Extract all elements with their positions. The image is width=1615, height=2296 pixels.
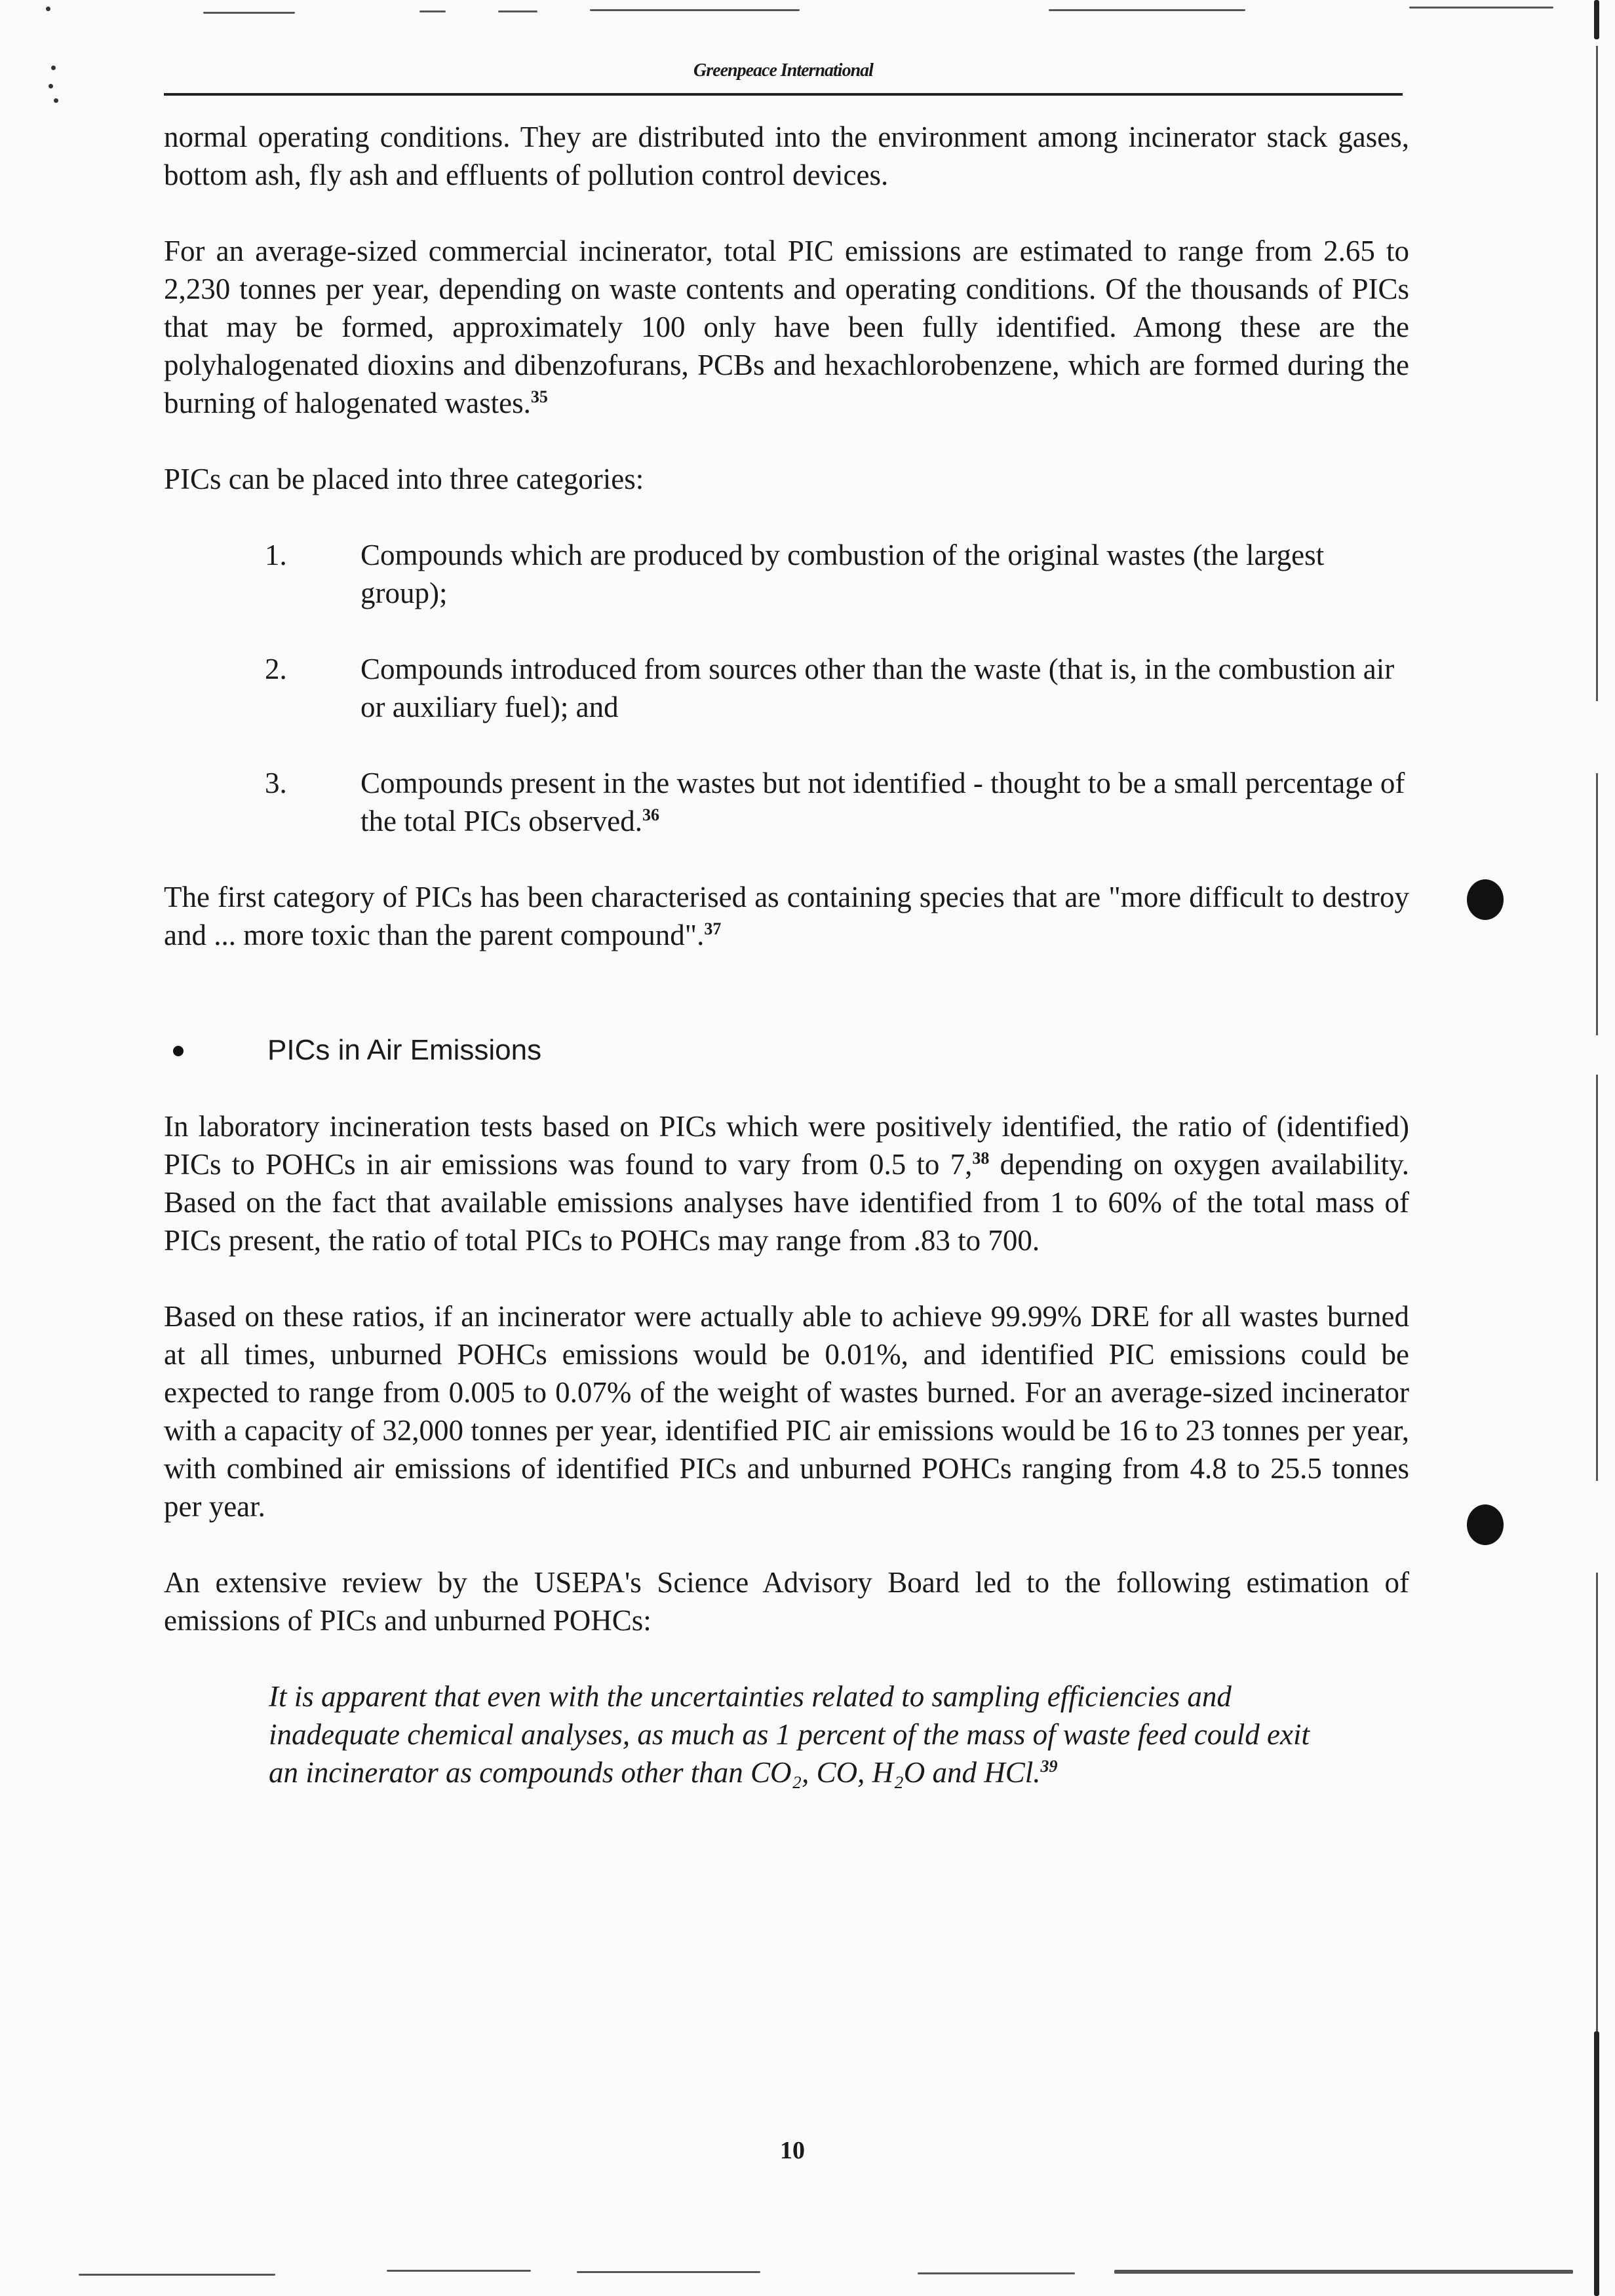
header-title: Greenpeace International [693,60,873,81]
category-list [164,536,1409,840]
bullet-icon [173,1046,184,1056]
page-header [164,51,1403,96]
scan-edge-right [1569,0,1615,2296]
page-number: 10 [780,2137,805,2164]
paragraph: An extensive review by the USEPA's Science Advisory Board led to the following estimation of emissions of PICs and unburned POHCs: [164,1566,1409,1637]
paragraph: Based on these ratios, if an incinerator were actually able to achieve 99.99% DRE for all wastes burned at all times, unburned POHCs emissions would be 0.01%, and identified PIC emissions could be expected to range from 0.005 to 0.07% of the weight of wastes burned. For an average-sized incinerator with a capacity of 32,000 tonnes per year, identified PIC air emissions would be 16 to 23 tonnes per year, with combined air emissions of identified PICs and unburned POHCs ranging from 4.8 to 25.5 tonnes per year. [164,1300,1409,1523]
paragraph: PICs can be placed into three categories: [164,463,644,495]
footnote-ref: 38 [972,1149,990,1168]
paragraph: In laboratory incineration tests based on PICs which were positively identified, the ratio of (identified) PICs to POHCs in air emissions was found to vary from 0.5 to 7,38 depending on oxygen availability. Based on the fact that available emissions analyses have identified from 1 to 60% of the total mass of PICs present, the ratio of total PICs to POHCs may range from .83 to 700. [164,1110,1409,1257]
list-number: 2. [265,653,287,685]
paragraph: The first category of PICs has been characterised as containing species that are "more difficult to destroy and ... more toxic than the parent compound".$^{37}$ [164,881,1409,951]
footnote-ref: 36 [642,805,659,824]
scan-noise-top [0,0,1615,26]
paragraph: For an average-sized commercial incinerator, total PIC emissions are estimated to range from 2.65 to 2,230 tonnes per year, depending on waste contents and operating conditions. Of the thousands of PICs that may be formed, approximately 100 only have been fully identified. Among these are the polyhalogenated dioxins and dibenzofurans, PCBs and hexachlorobenzene, which are formed during the burning of halogenated wastes.$^{35}$ [164,235,1409,419]
scan-noise-bottom [0,2250,1615,2296]
footnote-ref: 35 [530,387,548,406]
footnote-ref: 37 [704,919,722,938]
paragraph: normal operating conditions. They are distributed into the environment among incinerator stack gases, bottom ash, fly ash and effluents of pollution control devices. [164,121,1409,191]
document-body [164,118,1409,1791]
section-heading: PICs in Air Emissions [164,1031,1409,1069]
list-number: 3. [265,767,287,799]
footnote-ref: 39 [1040,1757,1058,1776]
list-item: 1. Compounds which are produced by combustion of the original wastes (the largest group); [164,536,1409,612]
scan-blot [1467,1504,1504,1545]
scan-blot [1467,879,1504,920]
list-item: 2. Compounds introduced from sources other than the waste (that is, in the combustion air or auxiliary fuel); and [164,650,1409,726]
list-item: 3. Compounds present in the wastes but not identified - thought to be a small percentage of the total PICs observed.$^{36}$ [164,764,1409,840]
list-number: 1. [265,539,287,571]
block-quote: It is apparent that even with the uncertainties related to sampling efficiencies and inadequate chemical analyses, as much as 1 percent of the mass of waste feed could exit an incinerator as compounds other than CO₂, CO, H₂O and HCl.$^{39}$ [269,1680,1310,1789]
